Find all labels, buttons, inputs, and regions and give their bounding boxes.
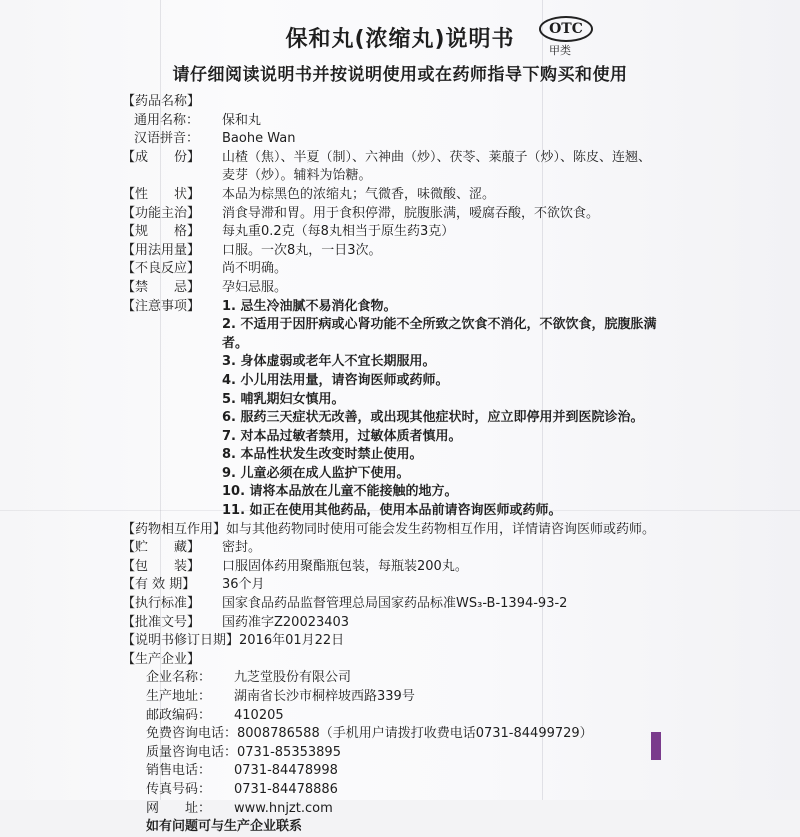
field-label: 企业名称： <box>146 670 212 686</box>
section-composition <box>122 149 662 186</box>
field-label: 免费咨询电话： <box>146 726 238 742</box>
field-label: 汉语拼音： <box>134 131 200 147</box>
precaution-item: 2. 不适用于因肝病或心肾功能不全所致之饮食不消化，不欲饮食，脘腹胀满者。 <box>222 317 657 351</box>
manufacturer-field <box>122 762 662 781</box>
section-label: 【有 效 期】 <box>122 577 196 593</box>
precaution-item: 8. 本品性状发生改变时禁止使用。 <box>222 447 423 463</box>
field-value: Baohe Wan <box>222 131 296 147</box>
section-approval <box>122 614 662 633</box>
precaution-item: 6. 服药三天症状无改善，或出现其他症状时，应立即停用并到医院诊治。 <box>222 410 644 426</box>
section-label: 【性 状】 <box>122 186 201 202</box>
section-validity <box>122 576 662 595</box>
manufacturer-field <box>122 744 662 763</box>
section-label: 【贮 藏】 <box>122 540 201 556</box>
manufacturer-field <box>122 707 662 726</box>
section-label: 【执行标准】 <box>122 596 201 612</box>
section-properties <box>122 186 662 205</box>
section-value: 消食导滞和胃。用于食积停滞，脘腹胀满，嗳腐吞酸，不欲饮食。 <box>222 205 600 221</box>
section-manufacturer <box>122 651 662 670</box>
manufacturer-field <box>122 688 662 707</box>
section-label: 【功能主治】 <box>122 205 201 221</box>
section-value: 每丸重0.2克（每8丸相当于原生药3克） <box>222 224 455 240</box>
precaution-item: 5. 哺乳期妇女慎用。 <box>222 391 345 407</box>
field-value: 湖南省长沙市桐梓坡西路339号 <box>234 689 415 704</box>
section-value: 本品为棕黑色的浓缩丸；气微香，味微酸、涩。 <box>222 186 496 202</box>
manufacturer-field <box>122 781 662 800</box>
manufacturer-field <box>122 669 662 688</box>
section-interactions <box>122 521 662 540</box>
section-label: 【包 装】 <box>122 558 201 574</box>
section-label: 【药品名称】 <box>122 94 201 109</box>
section-value: 如与其他药物同时使用可能会发生药物相互作用，详情请咨询医师或药师。 <box>226 521 656 537</box>
precaution-item: 1. 忌生冷油腻不易消化食物。 <box>222 298 397 314</box>
field-label: 邮政编码： <box>146 707 212 723</box>
otc-badge: OTC <box>539 16 593 42</box>
section-value: 国家食品药品监督管理总局国家药品标准WS₃-B-1394-93-2 <box>222 596 568 612</box>
leaflet-content <box>122 93 662 837</box>
field-value: 410205 <box>234 707 284 723</box>
section-specification <box>122 223 662 242</box>
section-contraindications <box>122 279 662 298</box>
field-label: 通用名称： <box>134 112 200 128</box>
section-value: 口服。一次8丸，一日3次。 <box>222 242 382 258</box>
manufacturer-field <box>122 800 662 819</box>
section-label: 【药物相互作用】 <box>122 521 227 537</box>
field-value: 0731-84478998 <box>234 763 338 779</box>
field-value: www.hnjzt.com <box>234 800 333 816</box>
field-label: 销售电话： <box>146 763 212 779</box>
section-label: 【禁 忌】 <box>122 279 201 295</box>
section-label: 【生产企业】 <box>122 651 201 667</box>
section-revision <box>122 632 662 651</box>
footer-text: 如有问题可与生产企业联系 <box>146 819 303 835</box>
precautions-list <box>222 298 662 521</box>
section-label: 【批准文号】 <box>122 614 201 630</box>
field-label: 质量咨询电话： <box>146 744 238 760</box>
document-title: 保和丸(浓缩丸)说明书 <box>285 27 515 52</box>
section-value: 孕妇忌服。 <box>222 279 288 295</box>
manufacturer-footer <box>122 818 662 837</box>
section-value: 口服固体药用聚酯瓶包装，每瓶装200丸。 <box>222 558 468 574</box>
field-label: 网 址： <box>146 800 212 816</box>
otc-category: 甲类 <box>549 44 571 57</box>
field-value: 0731-84478886 <box>234 781 338 797</box>
field-value: 8008786588（手机用户请拨打收费电话0731-84499729） <box>237 726 593 742</box>
section-value: 国药准字Z20023403 <box>222 614 350 630</box>
precaution-item: 9. 儿童必须在成人监护下使用。 <box>222 465 410 481</box>
section-label: 【说明书修订日期】 <box>122 633 240 649</box>
section-value: 2016年01月22日 <box>239 633 345 649</box>
section-label: 【不良反应】 <box>122 261 201 277</box>
precaution-item: 3. 身体虚弱或老年人不宜长期服用。 <box>222 354 436 370</box>
field-label: 传真号码： <box>146 781 212 797</box>
section-label: 【注意事项】 <box>122 298 201 314</box>
section-adverse <box>122 260 662 279</box>
precaution-item: 11. 如正在使用其他药品，使用本品前请咨询医师或药师。 <box>222 503 562 519</box>
section-dosage <box>122 242 662 261</box>
field-value: 九芝堂股份有限公司 <box>234 670 352 686</box>
document-subtitle: 请仔细阅读说明书并按说明使用或在药师指导下购买和使用 <box>172 65 628 85</box>
section-value: 尚不明确。 <box>222 261 288 277</box>
section-drug-name <box>122 93 662 112</box>
section-label: 【成 份】 <box>122 149 201 165</box>
precaution-item: 10. 请将本品放在儿童不能接触的地方。 <box>222 484 458 500</box>
section-label: 【用法用量】 <box>122 242 201 258</box>
field-pinyin <box>122 130 662 149</box>
section-precautions <box>122 298 662 521</box>
field-value: 保和丸 <box>222 112 262 128</box>
precaution-item: 4. 小儿用法用量，请咨询医师或药师。 <box>222 372 449 388</box>
section-indications <box>122 205 662 224</box>
precaution-item: 7. 对本品过敏者禁用，过敏体质者慎用。 <box>222 428 462 444</box>
section-value: 山楂（焦）、半夏（制）、六神曲（炒）、茯苓、莱菔子（炒）、陈皮、连翘、麦芽（炒）。辅料为饴糖。 <box>222 149 652 184</box>
section-packaging <box>122 558 662 577</box>
section-storage <box>122 539 662 558</box>
field-common-name <box>122 112 662 131</box>
field-value: 0731-85353895 <box>237 744 341 760</box>
section-value: 密封。 <box>222 540 262 556</box>
section-label: 【规 格】 <box>122 224 201 240</box>
color-tab-marker <box>651 732 661 760</box>
section-standard <box>122 595 662 614</box>
manufacturer-field <box>122 725 662 744</box>
section-value: 36个月 <box>222 577 265 593</box>
field-label: 生产地址： <box>146 689 212 704</box>
